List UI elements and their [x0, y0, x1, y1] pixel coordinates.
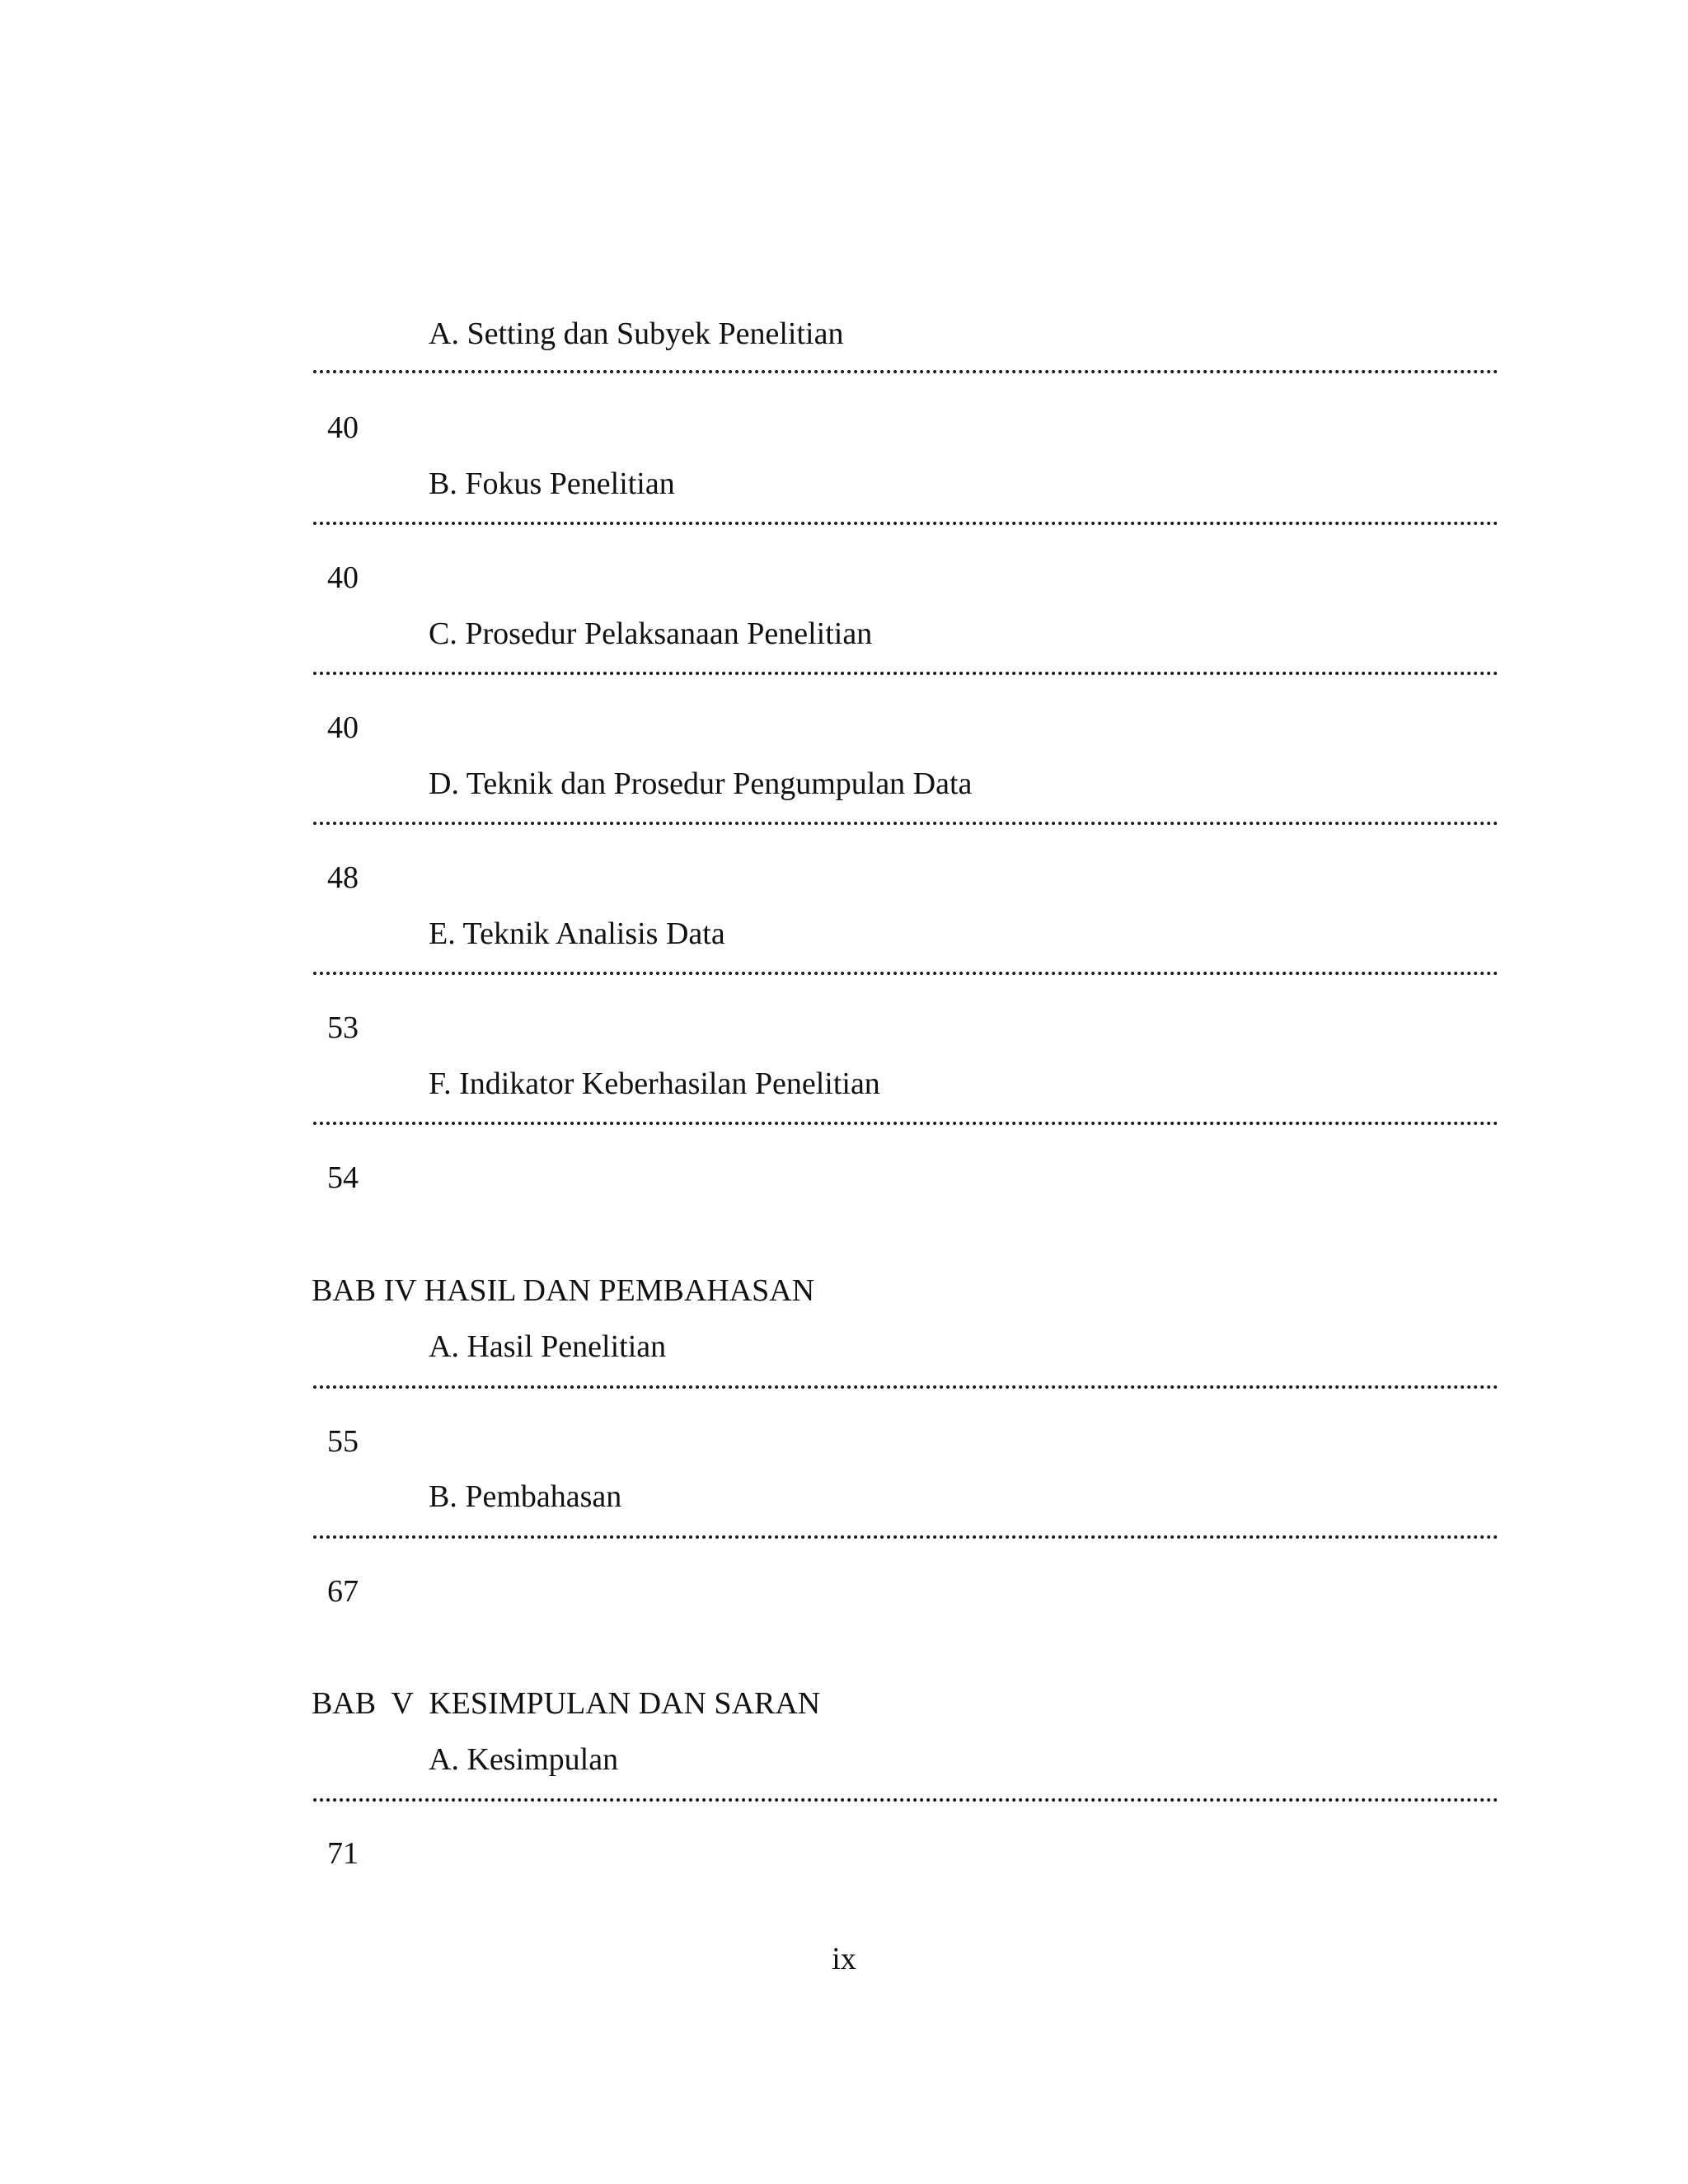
chapter-heading: BAB IV HASIL DAN PEMBAHASAN — [312, 1273, 815, 1308]
dot-leader — [313, 822, 1498, 825]
toc-entry-label: B. Fokus Penelitian — [429, 466, 675, 501]
dot-leader — [313, 1385, 1498, 1389]
chapter-heading: BAB V KESIMPULAN DAN SARAN — [312, 1686, 821, 1721]
toc-entry-label: A. Kesimpulan — [429, 1742, 619, 1777]
toc-entry-page: 67 — [327, 1574, 359, 1609]
toc-entry-label: E. Teknik Analisis Data — [429, 916, 725, 951]
toc-entry-page: 40 — [327, 560, 359, 595]
dot-leader — [313, 1122, 1498, 1125]
toc-entry-label: C. Prosedur Pelaksanaan Penelitian — [429, 616, 873, 651]
toc-entry-label: B. Pembahasan — [429, 1479, 622, 1514]
dot-leader — [313, 1798, 1498, 1802]
toc-entry-label: F. Indikator Keberhasilan Penelitian — [429, 1066, 880, 1101]
dot-leader — [313, 522, 1498, 525]
page-number: ix — [832, 1942, 856, 1976]
toc-entry-label: D. Teknik dan Prosedur Pengumpulan Data — [429, 766, 973, 801]
dot-leader — [313, 972, 1498, 975]
toc-entry-label: A. Setting dan Subyek Penelitian — [429, 316, 844, 351]
dot-leader — [313, 1535, 1498, 1539]
toc-entry-page: 48 — [327, 860, 359, 895]
toc-entry-page: 40 — [327, 710, 359, 745]
toc-entry-page: 55 — [327, 1424, 359, 1459]
toc-entry-page: 53 — [327, 1010, 359, 1045]
toc-entry-page: 71 — [327, 1836, 359, 1871]
toc-entry-page: 54 — [327, 1160, 359, 1195]
dot-leader — [313, 370, 1498, 373]
toc-entry-label: A. Hasil Penelitian — [429, 1329, 667, 1364]
toc-entry-page: 40 — [327, 410, 359, 445]
dot-leader — [313, 672, 1498, 675]
